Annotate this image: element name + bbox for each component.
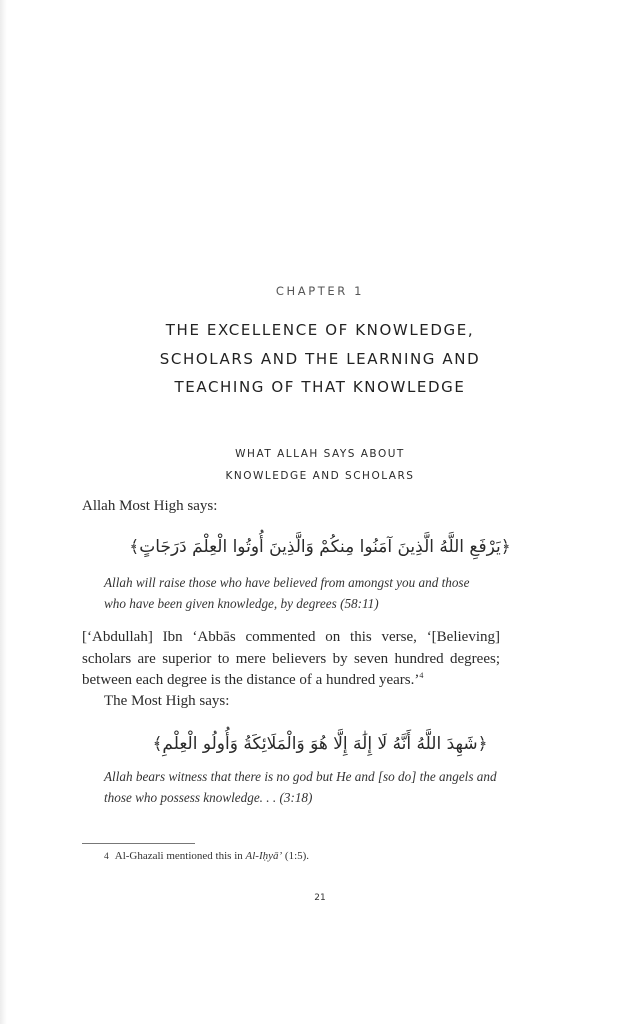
footnote-work-title: Al-Iḥyā’ (245, 850, 283, 862)
intro-text: Allah Most High says: (82, 498, 218, 514)
footnote-citation: (1:5). (282, 850, 310, 862)
arabic-verse: ﴿شَهِدَ اللَّهُ أَنَّهُ لَا إِلَٰهَ إِلَّا هُوَ وَالْمَلَائِكَةُ وَأُولُو الْعِلْمِ﴾ (152, 734, 488, 754)
footnote-number: 4 (104, 852, 109, 862)
section-heading (0, 443, 640, 487)
page-number: 21 (314, 893, 326, 903)
footnote-text: Al-Ghazali mentioned this in (114, 850, 246, 862)
chapter-title-line: SCHOLARS AND THE LEARNING AND (159, 349, 481, 368)
translation-line: Allah bears witness that there is no god but He and [so do] the angels and (104, 769, 497, 784)
translation-line: Allah will raise those who have believed from amongst you and those (104, 575, 470, 590)
page-edge-shadow (0, 0, 7, 1024)
section-heading-line: WHAT ALLAH SAYS ABOUT (235, 448, 405, 460)
footnote (104, 850, 309, 862)
chapter-title (0, 316, 640, 402)
chapter-label: CHAPTER 1 (275, 284, 365, 298)
verse-translation (104, 572, 504, 614)
translation-line: who have been given knowledge, by degrees (58:11) (104, 596, 379, 611)
paragraph-line: scholars are superior to mere believers by seven hundred degrees; (82, 650, 500, 667)
footnote-reference[interactable]: 4 (419, 671, 424, 680)
paragraph-line: [‘Abdullah] Ibn ‘Abbās commented on this verse, ‘[Believing] (82, 629, 500, 645)
chapter-title-line: THE EXCELLENCE OF KNOWLEDGE, (165, 321, 475, 339)
translation-line: those who possess knowledge. . . (3:18) (104, 790, 313, 805)
paragraph-line: between each degree is the distance of a hundred years.’ (82, 672, 420, 688)
paragraph-line-last (82, 670, 500, 692)
arabic-verse: ﴿يَرْفَعِ اللَّهُ الَّذِينَ آمَنُوا مِنكُمْ وَالَّذِينَ أُوتُوا الْعِلْمَ دَرَجَاتٍ﴾ (129, 537, 511, 557)
chapter-title-line: TEACHING OF THAT KNOWLEDGE (174, 378, 466, 396)
intro-text: The Most High says: (104, 693, 230, 709)
verse-translation (104, 766, 504, 808)
section-heading-line: KNOWLEDGE AND SCHOLARS (225, 470, 415, 482)
commentary-paragraph (82, 627, 500, 692)
footnote-divider (82, 843, 195, 844)
